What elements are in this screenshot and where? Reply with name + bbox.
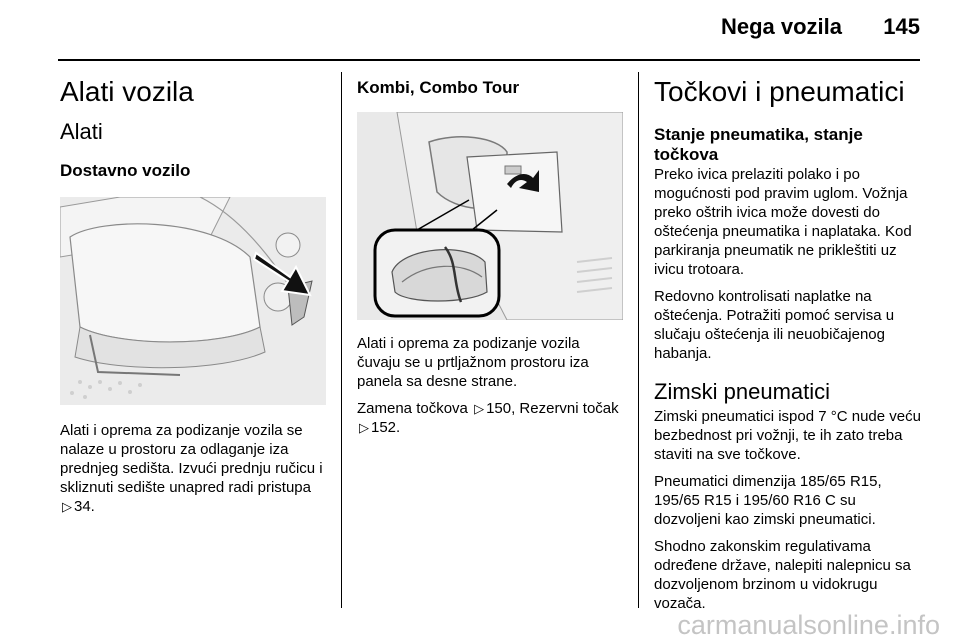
- paragraph-rim-check: Redovno kontrolisati naplatke na oštećenja. Potražiti pomoć servisa u slučaju oštećenja ili neuobičajenog habanja.: [654, 288, 895, 362]
- heading-delivery-van: Dostavno vozilo: [60, 161, 191, 180]
- paragraph-winter-sizes: Pneumatici dimenzija 185/65 R15, 195/65 R15 i 195/60 R16 C su dozvoljeni kao zimski pneumatici.: [654, 473, 882, 528]
- triangle-reference-icon: ▷: [62, 499, 72, 514]
- triangle-reference-icon: ▷: [474, 401, 485, 416]
- column-1: [60, 72, 326, 516]
- heading-kombi-combo-tour: Kombi, Combo Tour: [357, 78, 520, 97]
- figure-side-panel: [357, 112, 623, 320]
- chapter-title-tools: Alati vozila: [60, 76, 194, 107]
- paragraph-speed-sticker: Shodno zakonskim regulativama određene države, nalepiti nalepnicu sa dozvoljenom brzinom u vidokrugu vozača.: [654, 538, 911, 612]
- page-ref-152[interactable]: 152.: [371, 419, 401, 436]
- seat-illustration: [60, 197, 326, 405]
- side-panel-illustration: [357, 112, 623, 320]
- watermark: carmanualsonline.info: [677, 610, 940, 640]
- paragraph-kerbs: Preko ivica prelaziti polako i po mogućnosti pod pravim uglom. Vožnja preko oštrih ivica može dovesti do oštećenja pneumatika i naplataka. Kod parkiranja pneumatik ne prikleštiti uz ivicu trotoara.: [654, 166, 912, 278]
- page-number: 145: [883, 14, 920, 39]
- column-divider-1: [341, 72, 342, 608]
- figure-seat-storage: [60, 197, 326, 405]
- page-header: [0, 0, 960, 60]
- page-ref-34[interactable]: 34.: [74, 498, 95, 515]
- triangle-reference-icon: ▷: [359, 420, 369, 435]
- column-divider-2: [638, 72, 639, 608]
- section-title-winter-tyres: Zimski pneumatici: [654, 379, 831, 404]
- paragraph-winter-temp: Zimski pneumatici ispod 7 °C nude veću bezbednost pri vožnji, te ih zato treba staviti na sve točkove.: [654, 408, 921, 463]
- paragraph-storage-location: Alati i oprema za podizanje vozila čuvaju se u prtljažnom prostoru iza panela sa desne strane.: [357, 335, 589, 390]
- paragraph-delivery-van: [60, 421, 326, 516]
- page-ref-150[interactable]: 150, Rezervni točak: [486, 400, 619, 417]
- header-section-title: Nega vozila: [720, 14, 842, 39]
- chapter-title-wheels-tyres: Točkovi i pneumatici: [654, 76, 905, 107]
- section-title-tools: Alati: [60, 119, 103, 144]
- heading-tyre-condition: Stanje pneumatika, stanje točkova: [654, 125, 863, 164]
- paragraph-wheel-change-refs: [357, 399, 623, 437]
- header-rule: [58, 59, 920, 61]
- column-2: [357, 72, 623, 437]
- paragraph-delivery-van-text: Alati i oprema za podizanje vozila se nalaze u prostoru za odlaganje iza prednjeg sedišta. Izvući prednju ručicu i skliznuti sedište unapred radi pristupa: [60, 422, 323, 496]
- column-3: [654, 72, 924, 613]
- wheel-change-text: Zamena točkova: [357, 400, 468, 417]
